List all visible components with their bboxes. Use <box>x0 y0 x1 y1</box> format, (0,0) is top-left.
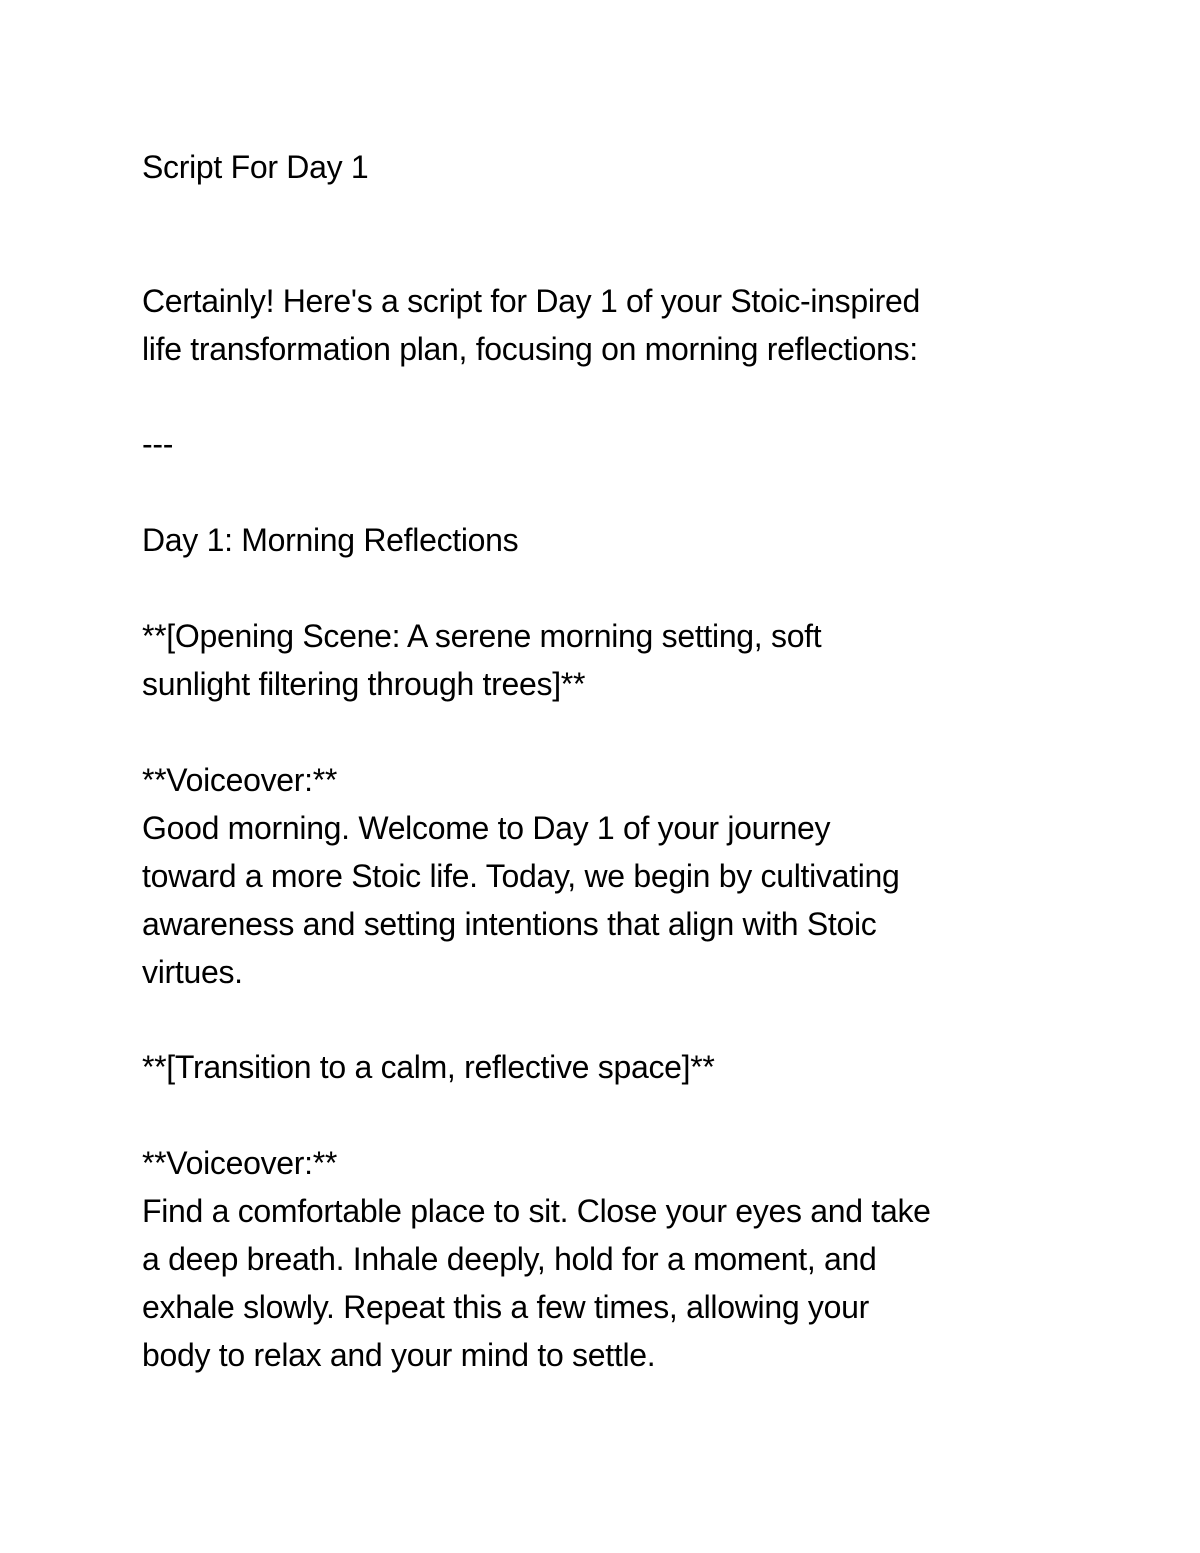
voiceover-line: exhale slowly. Repeat this a few times, allowing your <box>142 1289 869 1325</box>
scene-direction: **[Transition to a calm, reflective space]** <box>142 1049 715 1085</box>
voiceover-line: body to relax and your mind to settle. <box>142 1337 656 1373</box>
scene-direction: sunlight filtering through trees]** <box>142 666 586 702</box>
section-heading: Day 1: Morning Reflections <box>142 522 519 558</box>
voiceover-line: awareness and setting intentions that align with Stoic <box>142 906 877 942</box>
intro-line: life transformation plan, focusing on morning reflections: <box>142 331 918 367</box>
separator: --- <box>142 426 174 462</box>
voiceover-line: Good morning. Welcome to Day 1 of your journey <box>142 810 831 846</box>
document-title: Script For Day 1 <box>142 149 369 185</box>
intro-line: Certainly! Here's a script for Day 1 of your Stoic-inspired <box>142 283 921 319</box>
voiceover-label: **Voiceover:** <box>142 762 338 798</box>
voiceover-line: Find a comfortable place to sit. Close your eyes and take <box>142 1193 931 1229</box>
voiceover-line: a deep breath. Inhale deeply, hold for a moment, and <box>142 1241 877 1277</box>
scene-direction: **[Opening Scene: A serene morning setting, soft <box>142 618 822 654</box>
voiceover-line: toward a more Stoic life. Today, we begin by cultivating <box>142 858 900 894</box>
voiceover-line: virtues. <box>142 954 243 990</box>
voiceover-label: **Voiceover:** <box>142 1145 338 1181</box>
